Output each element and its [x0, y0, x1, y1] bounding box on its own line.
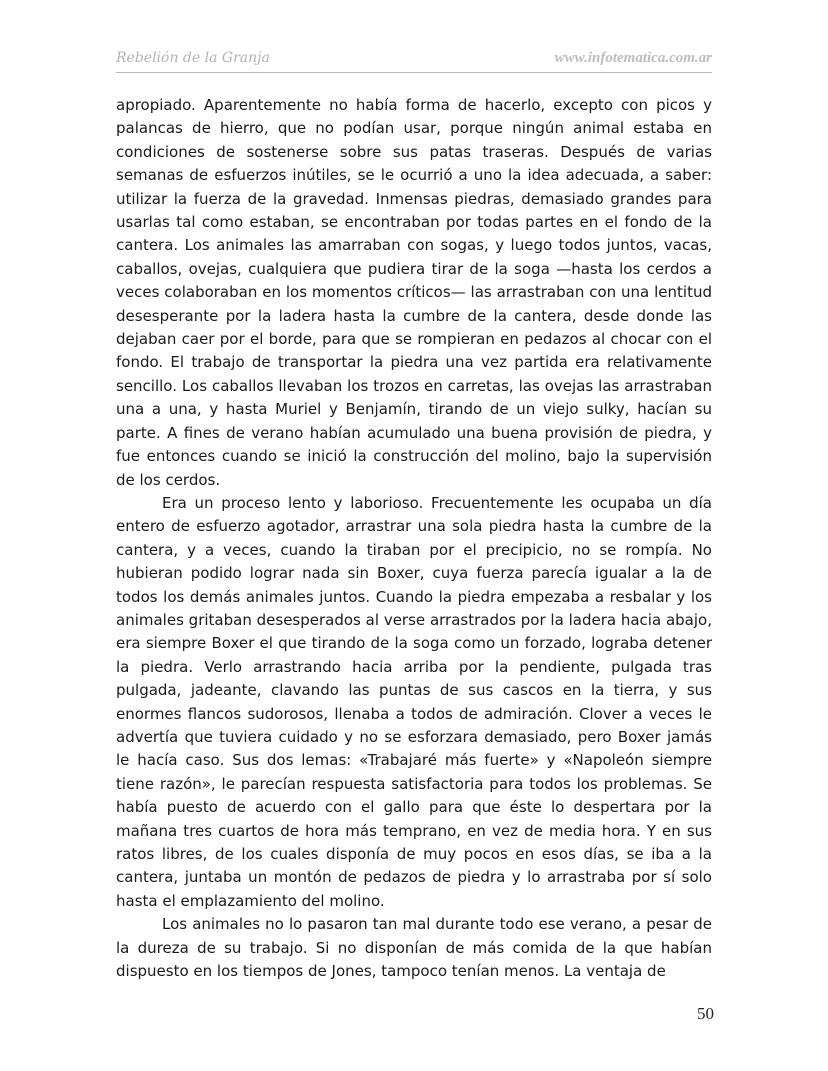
running-header — [116, 50, 712, 73]
body-text — [116, 94, 712, 983]
website-url: www.infotematica.com.ar — [554, 50, 712, 66]
paragraph-1: apropiado. Aparentemente no había forma de hacerlo, excepto con picos y palancas de hierro, que no podían usar, porque ningún animal estaba en condiciones de sostenerse sobre sus patas traseras. Después de varias semanas de esfuerzos inútiles, se le ocurrió a uno la idea adecuada, a saber: utilizar la fuerza de la gravedad. Inmensas piedras, demasiado grandes para usarlas tal como estaban, se encontraban por todas partes en el fondo de la cantera. Los animales las amarraban con sogas, y luego todos juntos, vacas, caballos, ovejas, cualquiera que pudiera tirar de la soga —hasta los cerdos a veces colaboraban en los momentos críticos— las arrastraban con una lentitud desesperante por la ladera hasta la cumbre de la cantera, desde donde las dejaban caer por el borde, para que se rompieran en pedazos al chocar con el fondo. El trabajo de transportar la piedra una vez partida era relativamente sencillo. Los caballos llevaban los trozos en carretas, las ovejas las arrastraban una a una, y hasta Muriel y Benjamín, tirando de un viejo sulky, hacían su parte. A fines de verano habían acumulado una buena provisión de piedra, y fue entonces cuando se inició la construcción del molino, bajo la supervisión de los cerdos. — [116, 96, 712, 489]
book-title: Rebelión de la Granja — [116, 50, 270, 66]
paragraph-3: Los animales no lo pasaron tan mal durante todo ese verano, a pesar de la dureza de su trabajo. Si no disponían de más comida de la que habían dispuesto en los tiempos de Jones, tampoco tenían menos. La ventaja de — [116, 915, 712, 981]
paragraph-2: Era un proceso lento y laborioso. Frecuentemente les ocupaba un día entero de esfuerzo agotador, arrastrar una sola piedra hasta la cumbre de la cantera, y a veces, cuando la tiraban por el precipicio, no se rompía. No hubieran podido lograr nada sin Boxer, cuya fuerza parecía igualar a la de todos los demás animales juntos. Cuando la piedra empezaba a resbalar y los animales gritaban desesperados al verse arrastrados por la ladera hacia abajo, era siempre Boxer el que tirando de la soga como un forzado, lograba detener la piedra. Verlo arrastrando hacia arriba por la pendiente, pulgada tras pulgada, jadeante, clavando las puntas de sus cascos en la tierra, y sus enormes flancos sudorosos, llenaba a todos de admiración. Clover a veces le advertía que tuviera cuidado y no se esforzara demasiado, pero Boxer jamás le hacía caso. Sus dos lemas: «Trabajaré más fuerte» y «Napoleón siempre tiene razón», le parecían respuesta satisfactoria para todos los problemas. Se había puesto de acuerdo con el gallo para que éste lo despertara por la mañana tres cuartos de hora más temprano, en vez de media hora. Y en sus ratos libres, de los cuales disponía de muy pocos en esos días, se iba a la cantera, juntaba un montón de pedazos de piedra y lo arrastraba por sí solo hasta el emplazamiento del molino. — [116, 493, 712, 910]
page-number: 50 — [697, 1004, 714, 1023]
